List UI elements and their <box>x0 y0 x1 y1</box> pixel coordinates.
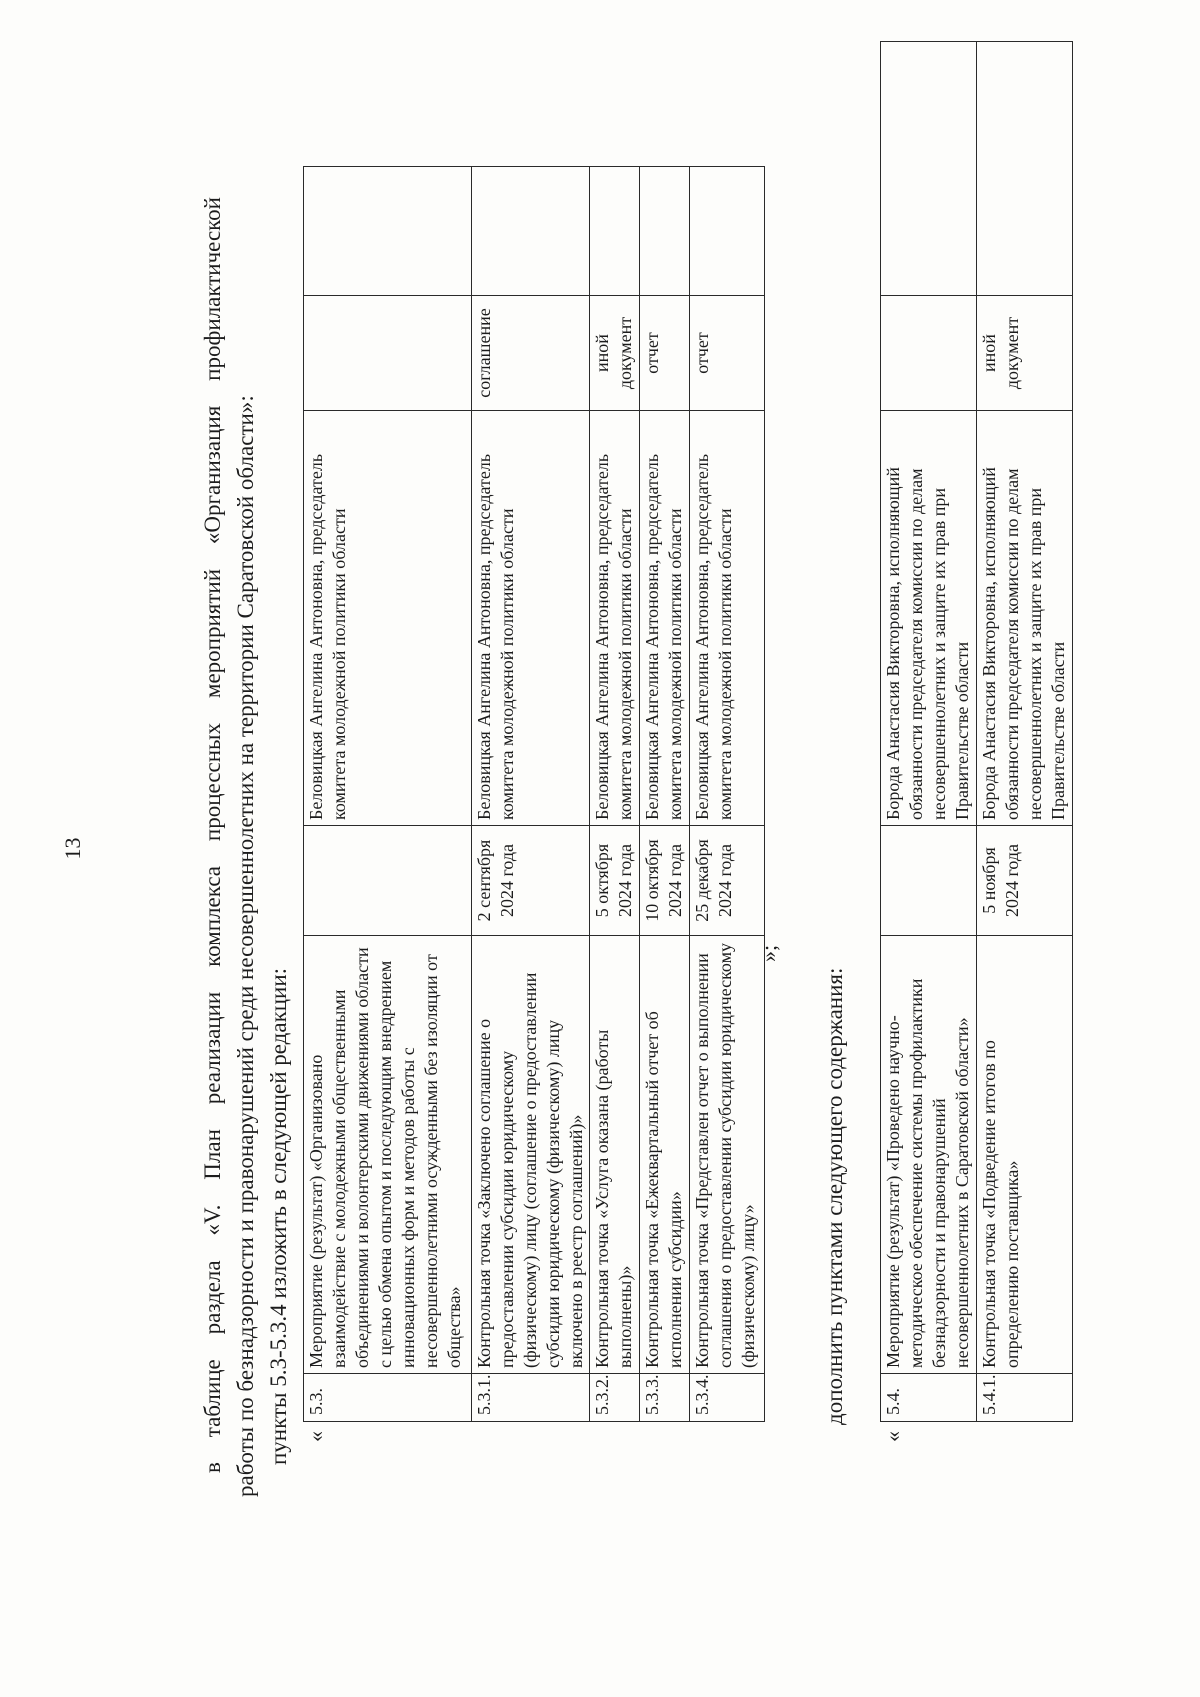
row-extra <box>640 167 690 296</box>
table-row <box>881 42 977 1422</box>
table-row <box>690 167 765 1422</box>
row-document: иной документ <box>977 296 1073 411</box>
row-person: Беловицкая Ангелина Антоновна, председатель комитета молодежной политики области <box>472 411 590 826</box>
row-text: Контрольная точка «Заключено соглашение о предоставлении субсидии юридическому (физическому) лицу (соглашение о предоставлении субсидии юридическому (физическому) лицу включено в реестр соглашений)» <box>472 936 590 1374</box>
row-person: Борода Анастасия Викторовна, исполняющий обязанности председателя комиссии по делам несовершеннолетних и защите их прав при Правительстве области <box>881 411 977 826</box>
quote-open-1: « <box>303 1431 328 1442</box>
section-heading: дополнить пунктами следующего содержания: <box>822 967 847 1425</box>
row-number: 5.3.4. <box>690 1374 765 1422</box>
table-row <box>304 167 472 1422</box>
table-5-3 <box>303 166 765 1422</box>
row-date: 10 октября 2024 года <box>640 826 690 936</box>
intro-line-3: пункты 5.3-5.3.4 изложить в следующей редакции: <box>266 967 291 1465</box>
row-extra <box>304 167 472 296</box>
row-document <box>304 296 472 411</box>
row-text: Контрольная точка «Подведение итогов по определению поставщика» <box>977 936 1073 1374</box>
row-document: соглашение <box>472 296 590 411</box>
quote-open-2: « <box>880 1431 905 1442</box>
row-document <box>881 296 977 411</box>
row-date <box>881 826 977 936</box>
row-person: Беловицкая Ангелина Антоновна, председатель комитета молодежной политики области <box>690 411 765 826</box>
row-text: Контрольная точка «Ежеквартальный отчет об исполнении субсидии» <box>640 936 690 1374</box>
row-number: 5.4.1. <box>977 1374 1073 1422</box>
row-date: 5 октября 2024 года <box>590 826 640 936</box>
row-date: 25 декабря 2024 года <box>690 826 765 936</box>
intro-line-1: в таблице раздела «V. План реализации комплекса процессных мероприятий «Организация профилактической <box>200 197 225 1473</box>
table-5-4 <box>880 41 1073 1422</box>
row-date: 2 сентября 2024 года <box>472 826 590 936</box>
row-person: Беловицкая Ангелина Антоновна, председатель комитета молодежной политики области <box>590 411 640 826</box>
row-number: 5.3.2. <box>590 1374 640 1422</box>
intro-line-2: работы по безнадзорности и правонарушений среди несовершеннолетних на территории Саратовской области»: <box>233 395 258 1497</box>
row-text: Мероприятие (результат) «Проведено научно-методическое обеспечение системы профилактики безнадзорности и правонарушений несовершеннолетних в Саратовской области» <box>881 936 977 1374</box>
row-document: отчет <box>690 296 765 411</box>
row-number: 5.4. <box>881 1374 977 1422</box>
page-number: 13 <box>60 837 85 860</box>
table-row <box>977 42 1073 1422</box>
row-date: 5 ноября 2024 года <box>977 826 1073 936</box>
row-text: Контрольная точка «Услуга оказана (работы выполнены)» <box>590 936 640 1374</box>
row-number: 5.3.3. <box>640 1374 690 1422</box>
quote-close: »; <box>756 944 781 962</box>
row-extra <box>590 167 640 296</box>
table-row <box>472 167 590 1422</box>
row-text: Контрольная точка «Представлен отчет о выполнении соглашения о предоставлении субсидии юридическому (физическому) лицу» <box>690 936 765 1374</box>
row-number: 5.3. <box>304 1374 472 1422</box>
row-text: Мероприятие (результат) «Организовано взаимодействие с молодежными общественными объединениями и волонтерскими движениями области с целью обмена опытом и последующим внедрением инновационных форм и методов работы с несовершеннолетними осужденными без изоляции от общества» <box>304 936 472 1374</box>
row-extra <box>977 42 1073 296</box>
row-number: 5.3.1. <box>472 1374 590 1422</box>
row-person: Борода Анастасия Викторовна, исполняющий обязанности председателя комиссии по делам несовершеннолетних и защите их прав при Правительстве области <box>977 411 1073 826</box>
table-row <box>640 167 690 1422</box>
intro-paragraph <box>196 197 295 1497</box>
row-date <box>304 826 472 936</box>
row-document: отчет <box>640 296 690 411</box>
row-person: Беловицкая Ангелина Антоновна, председатель комитета молодежной политики области <box>304 411 472 826</box>
row-document: иной документ <box>590 296 640 411</box>
table-row <box>590 167 640 1422</box>
row-extra <box>881 42 977 296</box>
row-extra <box>690 167 765 296</box>
row-person: Беловицкая Ангелина Антоновна, председатель комитета молодежной политики области <box>640 411 690 826</box>
row-extra <box>472 167 590 296</box>
